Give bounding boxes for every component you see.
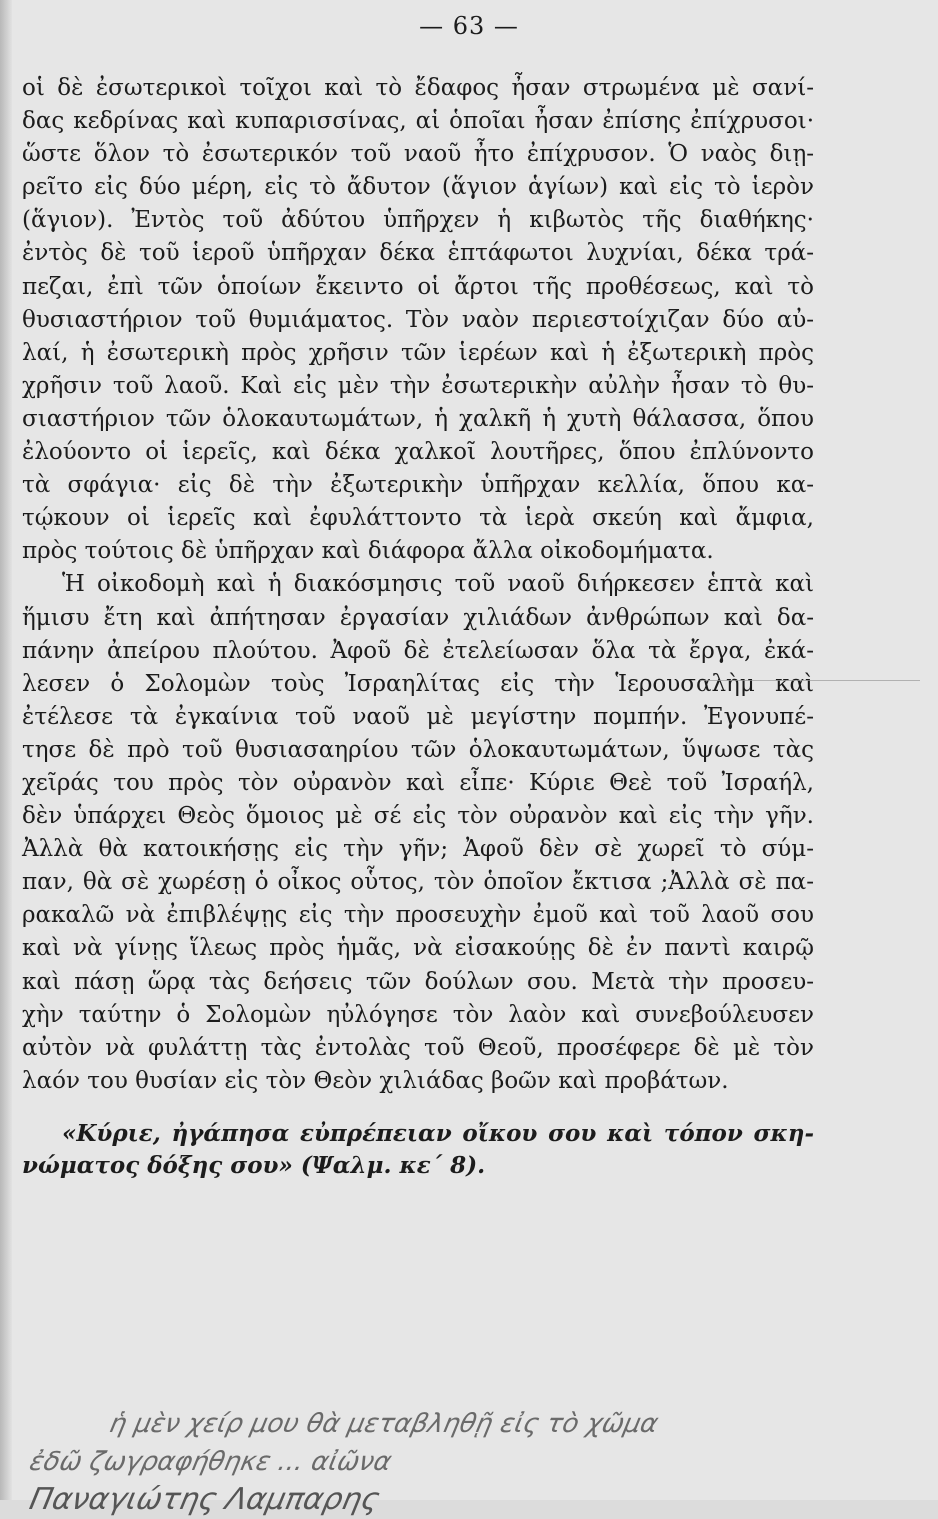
text-line: ρεῖτο εἰς δύο μέρη, εἰς τὸ ἄδυτον (ἅγιον ἁγίων) καὶ εἰς τὸ ἱερὸν	[22, 174, 814, 201]
text-line: παν, θὰ σὲ χωρέσῃ ὁ οἶκος οὗτος, τὸν ὁποῖον ἔκτισα ;Ἀλλὰ σὲ πα-	[22, 869, 814, 896]
text-line: πάνην ἀπείρου πλούτου. Ἀφοῦ δὲ ἐτελείωσαν ὅλα τὰ ἔργα, ἐκά-	[22, 637, 814, 664]
text-line: αὐτὸν νὰ φυλάττῃ τὰς ἐντολὰς τοῦ Θεοῦ, προσέφερε δὲ μὲ τὸν	[22, 1034, 814, 1061]
text-line: τῴκουν οἱ ἱερεῖς καὶ ἐφυλάττοντο τὰ ἱερὰ σκεύη καὶ ἄμφια,	[22, 505, 814, 532]
text-line: ἥμισυ ἔτη καὶ ἀπήτησαν ἐργασίαν χιλιάδων ἀνθρώπων καὶ δα-	[22, 604, 814, 631]
text-line: λεσεν ὁ Σολομὼν τοὺς Ἰσραηλίτας εἰς τὴν Ἱερουσαλὴμ καὶ	[22, 670, 814, 697]
text-line: δας κεδρίνας καὶ κυπαρισσίνας, αἱ ὁποῖαι ἦσαν ἐπίσης ἐπίχρυσοι·	[22, 108, 814, 135]
psalm-quote-line: «Κύριε, ἠγάπησα εὐπρέπειαν οἴκου σου καὶ τόπον σκη-	[62, 1119, 814, 1147]
text-line: πεζαι, ἐπὶ τῶν ὁποίων ἔκειντο οἱ ἄρτοι τῆς προθέσεως, καὶ τὸ	[22, 273, 814, 300]
text-line: χεῖράς του πρὸς τὸν οὐρανὸν καὶ εἶπε· Κύριε Θεὲ τοῦ Ἰσραήλ,	[22, 769, 814, 796]
text-line: καὶ πάσῃ ὥρᾳ τὰς δεήσεις τῶν δούλων σου. Μετὰ τὴν προσευ-	[22, 968, 814, 995]
handwritten-line: ἐδῶ ζωγραφήθηκε ... αἰῶνα	[26, 1447, 395, 1477]
text-line: χὴν ταύτην ὁ Σολομὼν ηὐλόγησε τὸν λαὸν καὶ συνεβούλευσεν	[22, 1001, 814, 1028]
handwritten-signature: Παναγιώτης Λαμπαρης	[26, 1482, 383, 1517]
text-line: λαόν του θυσίαν εἰς τὸν Θεὸν χιλιάδας βοῶν καὶ προβάτων.	[22, 1067, 729, 1094]
text-line: Ἀλλὰ θὰ κατοικήσῃς εἰς τὴν γῆν; Ἀφοῦ δὲν σὲ χωρεῖ τὸ σύμ-	[22, 836, 814, 863]
text-line: ἐλούοντο οἱ ἱερεῖς, καὶ δέκα χαλκοῖ λουτῆρες, ὅπου ἐπλύνοντο	[22, 439, 814, 466]
handwritten-line: ἡ μὲν χείρ μου θὰ μεταβληθῇ εἰς τὸ χῶμα	[106, 1409, 661, 1439]
body-text	[22, 72, 814, 1182]
text-line: ἐντὸς δὲ τοῦ ἱεροῦ ὑπῆρχαν δέκα ἑπτάφωτοι λυχνίαι, δέκα τρά-	[22, 240, 814, 267]
text-line: ρακαλῶ νὰ ἐπιβλέψῃς εἰς τὴν προσευχὴν ἐμοῦ καὶ τοῦ λαοῦ σου	[22, 902, 814, 929]
text-line: τὰ σφάγια· εἰς δὲ τὴν ἐξωτερικὴν ὑπῆρχαν κελλία, ὅπου κα-	[22, 472, 814, 499]
text-line: (ἅγιον). Ἐντὸς τοῦ ἀδύτου ὑπῆρχεν ἡ κιβωτὸς τῆς διαθήκης·	[22, 207, 814, 234]
text-line: λαί, ἡ ἐσωτερικὴ πρὸς χρῆσιν τῶν ἱερέων καὶ ἡ ἐξωτερικὴ πρὸς	[22, 339, 814, 366]
text-line: ἐτέλεσε τὰ ἐγκαίνια τοῦ ναοῦ μὲ μεγίστην πομπήν. Ἐγονυπέ-	[22, 703, 814, 730]
text-line: τησε δὲ πρὸ τοῦ θυσιασαηρίου τῶν ὁλοκαυτωμάτων, ὕψωσε τὰς	[22, 736, 814, 763]
text-line: δὲν ὑπάρχει Θεὸς ὅμοιος μὲ σέ εἰς τὸν οὐρανὸν καὶ εἰς τὴν γῆν.	[22, 803, 814, 830]
page-binding-edge	[0, 0, 12, 1500]
text-line: οἱ δὲ ἐσωτερικοὶ τοῖχοι καὶ τὸ ἔδαφος ἦσαν στρωμένα μὲ σανί-	[22, 75, 814, 101]
text-line: θυσιαστήριον τοῦ θυμιάματος. Τὸν ναὸν περιεστοίχιζαν δύο αὐ-	[22, 306, 814, 333]
text-line: ὥστε ὅλον τὸ ἐσωτερικόν τοῦ ναοῦ ἦτο ἐπίχρυσον. Ὁ ναὸς διῃ-	[22, 141, 814, 168]
pencil-stroke	[700, 660, 920, 681]
text-line: πρὸς τούτοις δὲ ὑπῆρχαν καὶ διάφορα ἄλλα οἰκοδομήματα.	[22, 538, 714, 565]
text-line: Ἡ οἰκοδομὴ καὶ ἡ διακόσμησις τοῦ ναοῦ διήρκεσεν ἑπτὰ καὶ	[62, 571, 814, 598]
page-number: — 63 —	[419, 12, 519, 40]
handwritten-note	[26, 1405, 890, 1519]
text-line: σιαστήριον τῶν ὁλοκαυτωμάτων, ἡ χαλκῆ ἡ χυτὴ θάλασσα, ὅπου	[22, 405, 814, 432]
psalm-quote-line: νώματος δόξης σου» (Ψαλμ. κε΄ 8).	[22, 1151, 486, 1179]
text-line: χρῆσιν τοῦ λαοῦ. Καὶ εἰς μὲν τὴν ἐσωτερικὴν αὐλὴν ἦσαν τὸ θυ-	[22, 372, 814, 399]
text-line: καὶ νὰ γίνῃς ἵλεως πρὸς ἡμᾶς, νὰ εἰσακούῃς δὲ ἐν παντὶ καιρῷ	[22, 935, 814, 962]
